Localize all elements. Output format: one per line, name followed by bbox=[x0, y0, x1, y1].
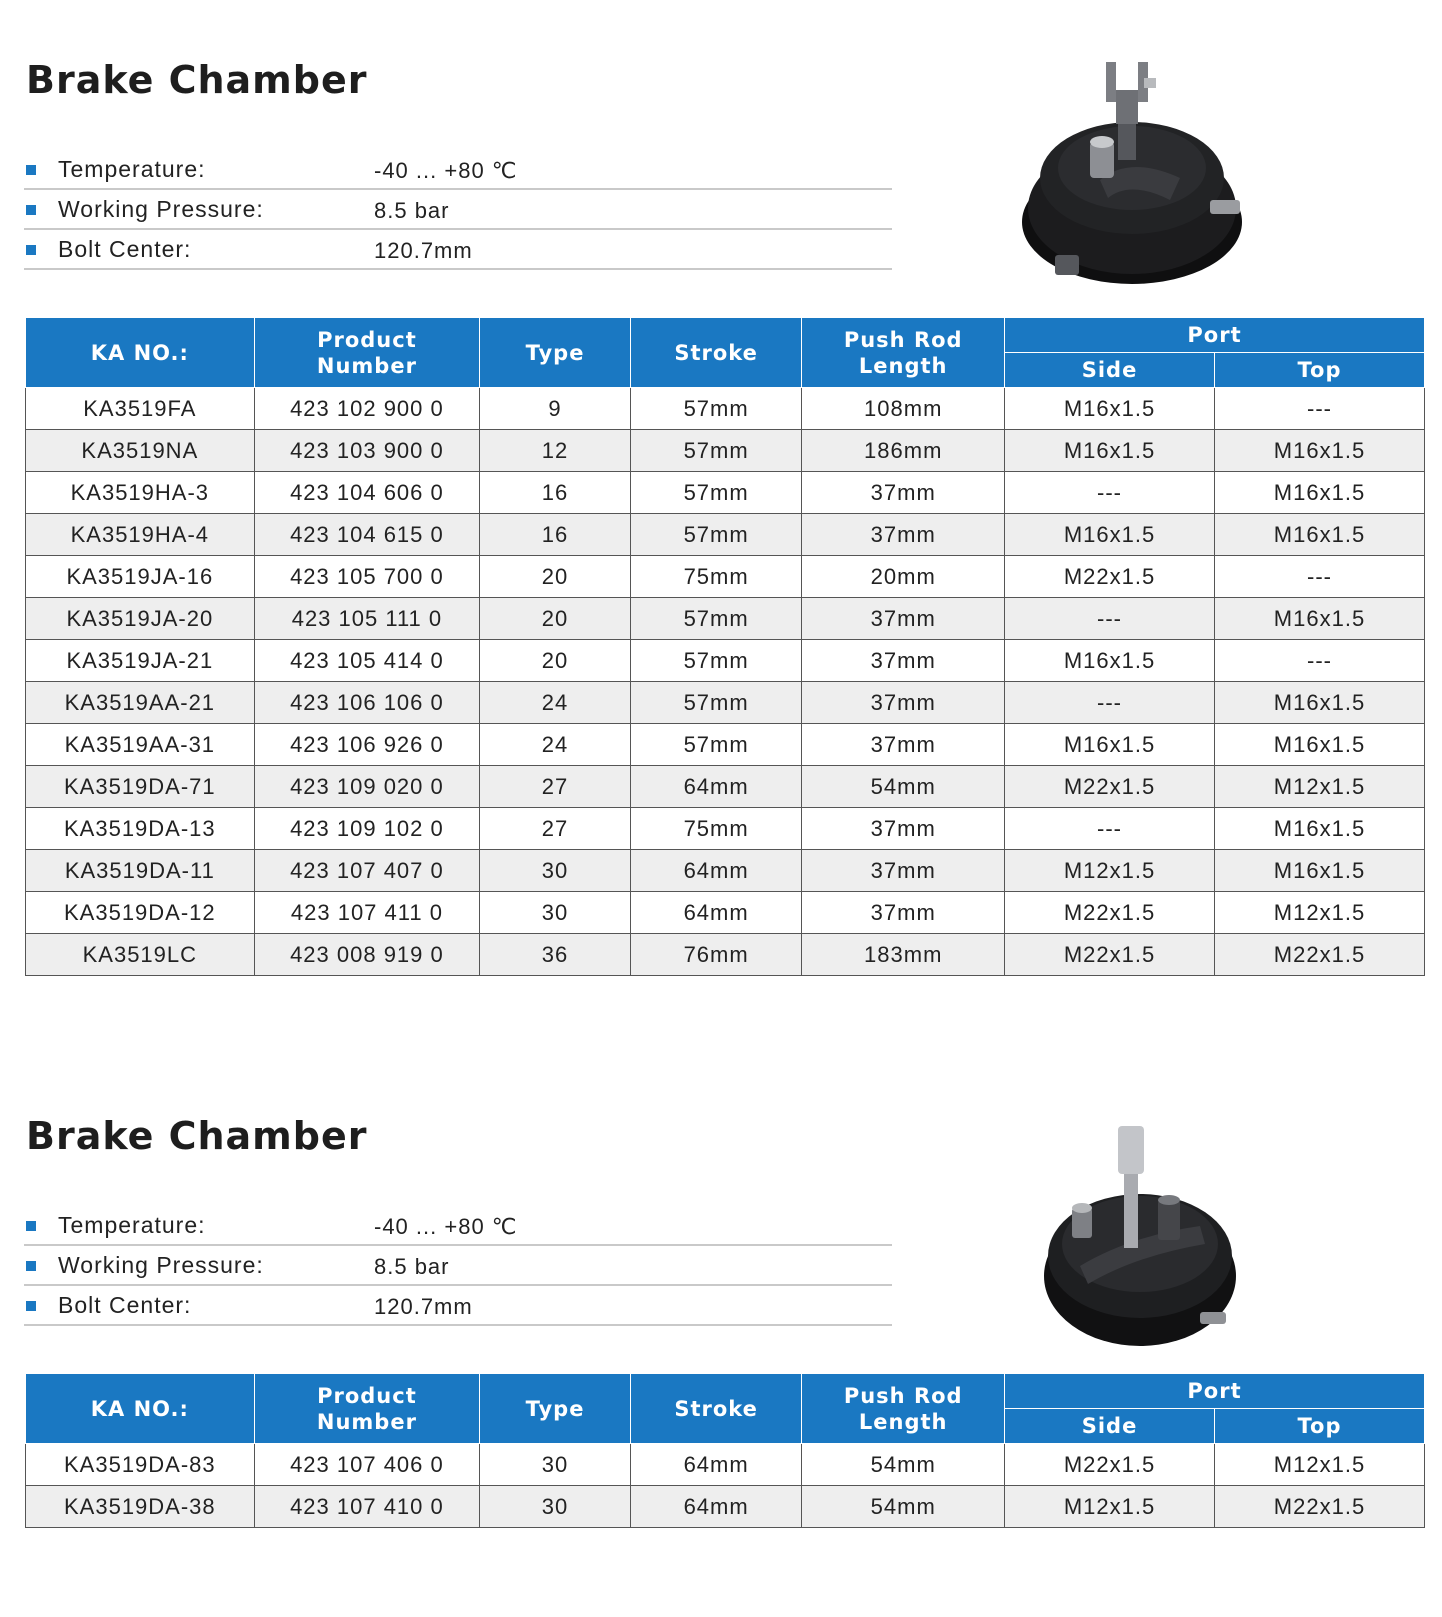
cell-stroke: 75mm bbox=[630, 556, 801, 598]
cell-port-top: --- bbox=[1215, 640, 1425, 682]
cell-push-rod-length: 37mm bbox=[802, 808, 1005, 850]
cell-type: 30 bbox=[480, 850, 631, 892]
cell-port-top: M22x1.5 bbox=[1215, 934, 1425, 976]
table-row bbox=[26, 892, 1425, 934]
spec-label: Temperature: bbox=[58, 156, 206, 182]
cell-ka-no: KA3519DA-13 bbox=[26, 808, 255, 850]
cell-product-number: 423 105 700 0 bbox=[254, 556, 480, 598]
cell-port-side: M22x1.5 bbox=[1005, 934, 1215, 976]
spec-label: Working Pressure: bbox=[58, 1252, 264, 1278]
cell-port-side: M22x1.5 bbox=[1005, 766, 1215, 808]
brake-chamber-image bbox=[1040, 1116, 1260, 1356]
cell-type: 16 bbox=[480, 472, 631, 514]
spec-row-working-pressure bbox=[24, 1246, 892, 1286]
cell-push-rod-length: 54mm bbox=[802, 1444, 1005, 1486]
cell-stroke: 57mm bbox=[630, 682, 801, 724]
cell-port-side: --- bbox=[1005, 598, 1215, 640]
cell-product-number: 423 106 926 0 bbox=[254, 724, 480, 766]
cell-product-number: 423 109 020 0 bbox=[254, 766, 480, 808]
cell-push-rod-length: 37mm bbox=[802, 640, 1005, 682]
col-header-port: Port bbox=[1005, 1374, 1425, 1409]
cell-stroke: 57mm bbox=[630, 472, 801, 514]
spec-row-bolt-center bbox=[24, 1286, 892, 1326]
table-row bbox=[26, 724, 1425, 766]
table-row bbox=[26, 598, 1425, 640]
table-row bbox=[26, 808, 1425, 850]
bullet-icon bbox=[26, 245, 36, 255]
cell-type: 30 bbox=[480, 1444, 631, 1486]
cell-product-number: 423 102 900 0 bbox=[254, 388, 480, 430]
bullet-icon bbox=[26, 165, 36, 175]
spec-row-temperature bbox=[24, 150, 892, 190]
cell-type: 27 bbox=[480, 766, 631, 808]
cell-product-number: 423 104 606 0 bbox=[254, 472, 480, 514]
cell-stroke: 75mm bbox=[630, 808, 801, 850]
cell-stroke: 57mm bbox=[630, 598, 801, 640]
cell-port-side: M16x1.5 bbox=[1005, 640, 1215, 682]
cell-port-top: M16x1.5 bbox=[1215, 850, 1425, 892]
cell-push-rod-length: 37mm bbox=[802, 850, 1005, 892]
cell-port-side: M16x1.5 bbox=[1005, 388, 1215, 430]
cell-type: 24 bbox=[480, 724, 631, 766]
spec-value: 120.7mm bbox=[374, 238, 473, 263]
cell-port-side: M22x1.5 bbox=[1005, 892, 1215, 934]
cell-ka-no: KA3519FA bbox=[26, 388, 255, 430]
spec-value: 8.5 bar bbox=[374, 198, 450, 223]
cell-port-side: M22x1.5 bbox=[1005, 1444, 1215, 1486]
cell-stroke: 64mm bbox=[630, 1444, 801, 1486]
spec-value: -40 ... +80 ℃ bbox=[374, 1214, 518, 1239]
cell-port-side: M12x1.5 bbox=[1005, 850, 1215, 892]
cell-ka-no: KA3519HA-4 bbox=[26, 514, 255, 556]
cell-type: 20 bbox=[480, 598, 631, 640]
col-header-top: Top bbox=[1215, 1409, 1425, 1444]
cell-product-number: 423 106 106 0 bbox=[254, 682, 480, 724]
spec-list bbox=[24, 150, 892, 270]
spec-table bbox=[25, 317, 1425, 976]
table-row bbox=[26, 850, 1425, 892]
cell-type: 16 bbox=[480, 514, 631, 556]
col-header-ka-no: KA NO.: bbox=[26, 1374, 255, 1444]
col-header-port: Port bbox=[1005, 318, 1425, 353]
cell-port-top: M16x1.5 bbox=[1215, 472, 1425, 514]
col-header-push-rod-length: Push Rod Length bbox=[802, 1374, 1005, 1444]
col-header-side: Side bbox=[1005, 1409, 1215, 1444]
bullet-icon bbox=[26, 1261, 36, 1271]
spec-row-bolt-center bbox=[24, 230, 892, 270]
bullet-icon bbox=[26, 1301, 36, 1311]
cell-type: 20 bbox=[480, 556, 631, 598]
cell-port-top: M16x1.5 bbox=[1215, 430, 1425, 472]
cell-push-rod-length: 37mm bbox=[802, 724, 1005, 766]
cell-port-side: --- bbox=[1005, 472, 1215, 514]
cell-push-rod-length: 37mm bbox=[802, 682, 1005, 724]
spec-label: Working Pressure: bbox=[58, 196, 264, 222]
col-header-product-number: Product Number bbox=[254, 318, 480, 388]
cell-port-top: M12x1.5 bbox=[1215, 892, 1425, 934]
brake-chamber-image bbox=[1020, 60, 1270, 300]
spec-value: 8.5 bar bbox=[374, 1254, 450, 1279]
cell-ka-no: KA3519DA-83 bbox=[26, 1444, 255, 1486]
cell-stroke: 57mm bbox=[630, 514, 801, 556]
cell-product-number: 423 107 407 0 bbox=[254, 850, 480, 892]
spec-label: Temperature: bbox=[58, 1212, 206, 1238]
col-header-product-number: Product Number bbox=[254, 1374, 480, 1444]
section-title: Brake Chamber bbox=[26, 58, 368, 102]
cell-type: 20 bbox=[480, 640, 631, 682]
table-row bbox=[26, 1444, 1425, 1486]
table-row bbox=[26, 1486, 1425, 1528]
cell-product-number: 423 107 410 0 bbox=[254, 1486, 480, 1528]
cell-ka-no: KA3519DA-71 bbox=[26, 766, 255, 808]
spec-value: 120.7mm bbox=[374, 1294, 473, 1319]
cell-port-top: M12x1.5 bbox=[1215, 1444, 1425, 1486]
table-row bbox=[26, 388, 1425, 430]
cell-port-side: --- bbox=[1005, 808, 1215, 850]
cell-port-top: --- bbox=[1215, 388, 1425, 430]
col-header-stroke: Stroke bbox=[630, 318, 801, 388]
table-row bbox=[26, 766, 1425, 808]
cell-ka-no: KA3519DA-38 bbox=[26, 1486, 255, 1528]
spec-label: Bolt Center: bbox=[58, 1292, 192, 1318]
cell-stroke: 57mm bbox=[630, 430, 801, 472]
bullet-icon bbox=[26, 205, 36, 215]
spec-label: Bolt Center: bbox=[58, 236, 192, 262]
table-row bbox=[26, 514, 1425, 556]
cell-push-rod-length: 37mm bbox=[802, 514, 1005, 556]
table-row bbox=[26, 934, 1425, 976]
cell-push-rod-length: 108mm bbox=[802, 388, 1005, 430]
cell-type: 9 bbox=[480, 388, 631, 430]
cell-type: 12 bbox=[480, 430, 631, 472]
col-header-push-rod-length: Push Rod Length bbox=[802, 318, 1005, 388]
table-row bbox=[26, 682, 1425, 724]
cell-port-side: M16x1.5 bbox=[1005, 514, 1215, 556]
bullet-icon bbox=[26, 1221, 36, 1231]
spec-list bbox=[24, 1206, 892, 1326]
table-row bbox=[26, 472, 1425, 514]
col-header-side: Side bbox=[1005, 353, 1215, 388]
cell-product-number: 423 104 615 0 bbox=[254, 514, 480, 556]
spec-row-temperature bbox=[24, 1206, 892, 1246]
cell-port-top: M16x1.5 bbox=[1215, 514, 1425, 556]
cell-stroke: 76mm bbox=[630, 934, 801, 976]
table-row bbox=[26, 556, 1425, 598]
cell-port-top: M12x1.5 bbox=[1215, 766, 1425, 808]
cell-stroke: 57mm bbox=[630, 640, 801, 682]
cell-ka-no: KA3519NA bbox=[26, 430, 255, 472]
spec-table bbox=[25, 1373, 1425, 1528]
col-header-type: Type bbox=[480, 1374, 631, 1444]
cell-stroke: 64mm bbox=[630, 850, 801, 892]
cell-ka-no: KA3519AA-21 bbox=[26, 682, 255, 724]
table-body bbox=[26, 388, 1425, 976]
cell-product-number: 423 105 111 0 bbox=[254, 598, 480, 640]
cell-push-rod-length: 37mm bbox=[802, 472, 1005, 514]
cell-stroke: 57mm bbox=[630, 724, 801, 766]
cell-ka-no: KA3519JA-20 bbox=[26, 598, 255, 640]
col-header-top: Top bbox=[1215, 353, 1425, 388]
cell-ka-no: KA3519JA-16 bbox=[26, 556, 255, 598]
cell-product-number: 423 105 414 0 bbox=[254, 640, 480, 682]
cell-ka-no: KA3519DA-11 bbox=[26, 850, 255, 892]
cell-ka-no: KA3519HA-3 bbox=[26, 472, 255, 514]
cell-push-rod-length: 20mm bbox=[802, 556, 1005, 598]
table-row bbox=[26, 640, 1425, 682]
cell-product-number: 423 107 406 0 bbox=[254, 1444, 480, 1486]
cell-port-top: --- bbox=[1215, 556, 1425, 598]
cell-push-rod-length: 54mm bbox=[802, 1486, 1005, 1528]
cell-stroke: 64mm bbox=[630, 892, 801, 934]
spec-row-working-pressure bbox=[24, 190, 892, 230]
cell-port-top: M22x1.5 bbox=[1215, 1486, 1425, 1528]
cell-type: 27 bbox=[480, 808, 631, 850]
cell-push-rod-length: 37mm bbox=[802, 892, 1005, 934]
cell-ka-no: KA3519LC bbox=[26, 934, 255, 976]
col-header-ka-no: KA NO.: bbox=[26, 318, 255, 388]
col-header-stroke: Stroke bbox=[630, 1374, 801, 1444]
cell-stroke: 57mm bbox=[630, 388, 801, 430]
cell-port-side: M22x1.5 bbox=[1005, 556, 1215, 598]
cell-stroke: 64mm bbox=[630, 766, 801, 808]
col-header-type: Type bbox=[480, 318, 631, 388]
cell-port-side: --- bbox=[1005, 682, 1215, 724]
cell-push-rod-length: 37mm bbox=[802, 598, 1005, 640]
cell-type: 30 bbox=[480, 892, 631, 934]
cell-port-top: M16x1.5 bbox=[1215, 724, 1425, 766]
table-row bbox=[26, 430, 1425, 472]
cell-port-top: M16x1.5 bbox=[1215, 598, 1425, 640]
cell-ka-no: KA3519JA-21 bbox=[26, 640, 255, 682]
cell-type: 24 bbox=[480, 682, 631, 724]
cell-product-number: 423 008 919 0 bbox=[254, 934, 480, 976]
cell-port-side: M16x1.5 bbox=[1005, 724, 1215, 766]
table-body bbox=[26, 1444, 1425, 1528]
cell-product-number: 423 107 411 0 bbox=[254, 892, 480, 934]
cell-push-rod-length: 54mm bbox=[802, 766, 1005, 808]
cell-push-rod-length: 183mm bbox=[802, 934, 1005, 976]
cell-port-top: M16x1.5 bbox=[1215, 808, 1425, 850]
cell-ka-no: KA3519DA-12 bbox=[26, 892, 255, 934]
cell-stroke: 64mm bbox=[630, 1486, 801, 1528]
cell-port-top: M16x1.5 bbox=[1215, 682, 1425, 724]
spec-value: -40 ... +80 ℃ bbox=[374, 158, 518, 183]
section-title: Brake Chamber bbox=[26, 1114, 368, 1158]
cell-port-side: M16x1.5 bbox=[1005, 430, 1215, 472]
cell-push-rod-length: 186mm bbox=[802, 430, 1005, 472]
cell-type: 36 bbox=[480, 934, 631, 976]
cell-product-number: 423 103 900 0 bbox=[254, 430, 480, 472]
cell-port-side: M12x1.5 bbox=[1005, 1486, 1215, 1528]
cell-product-number: 423 109 102 0 bbox=[254, 808, 480, 850]
cell-type: 30 bbox=[480, 1486, 631, 1528]
cell-ka-no: KA3519AA-31 bbox=[26, 724, 255, 766]
